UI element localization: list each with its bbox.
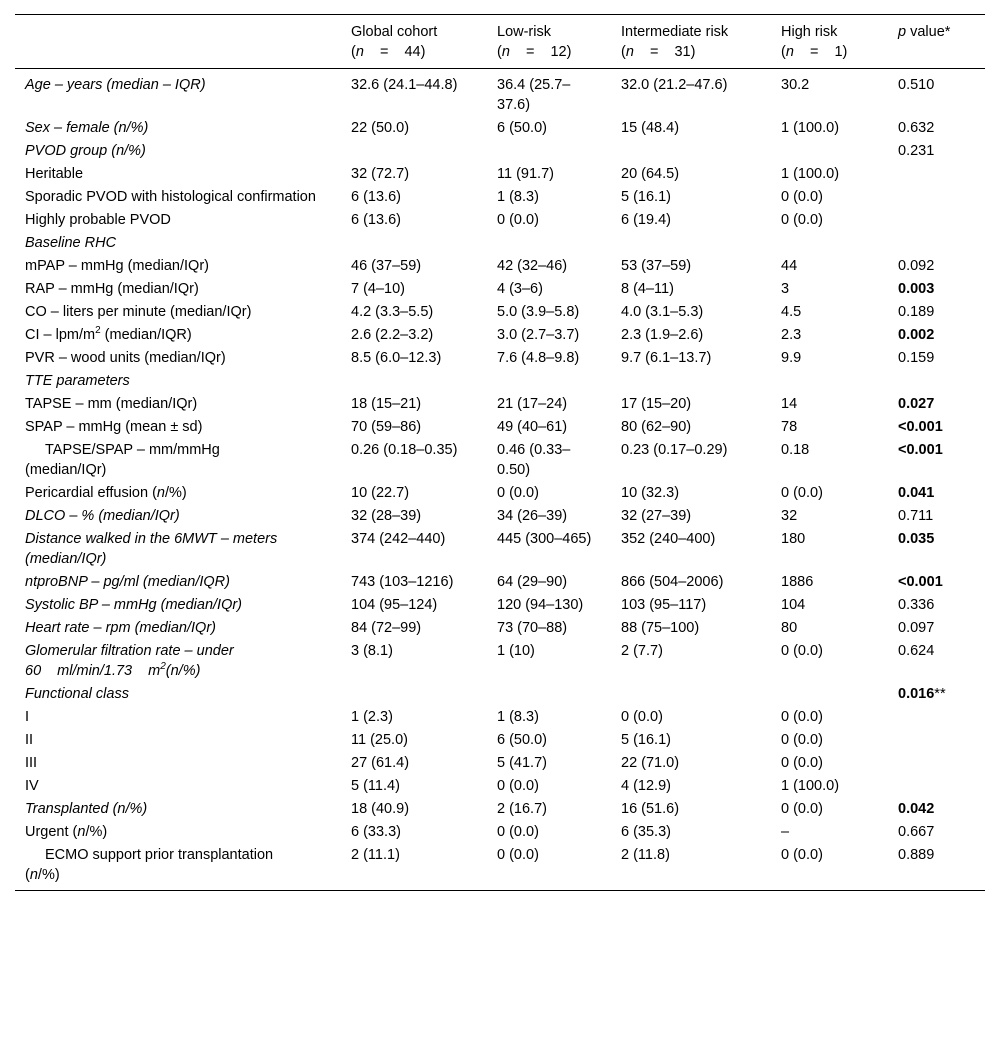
cell: 2.6 (2.2–3.2) [351,327,434,343]
cell: 0.46 (0.33–0.50) [497,442,571,478]
table-row [15,186,985,209]
row-label: TTE parameters [25,373,130,389]
table-row [15,209,985,232]
table-row [15,163,985,186]
cell: 2.3 [781,327,802,343]
row-label: Sporadic PVOD with histological confirmation [25,189,316,205]
row-label: IV [25,778,39,794]
cell: 180 [781,531,806,547]
row-label: PVOD group (n/%) [25,143,146,159]
cell: 4.0 (3.1–5.3) [621,304,704,320]
cell: 44 [781,258,798,274]
cell: 20 (64.5) [621,166,680,182]
p-value: 0.889 [898,847,935,863]
cell: 32.6 (24.1–44.8) [351,77,458,93]
cell: 80 (62–90) [621,419,692,435]
header-intermediate-risk: Intermediate risk (n = 31) [621,24,729,60]
table-row [15,69,985,118]
row-label: Highly probable PVOD [25,212,171,228]
cell: 49 (40–61) [497,419,568,435]
table-row [15,255,985,278]
cell: 17 (15–20) [621,396,692,412]
cell: 14 [781,396,798,412]
cell: 3.0 (2.7–3.7) [497,327,580,343]
table-row [15,505,985,528]
p-value: <0.001 [898,574,943,590]
cell: 9.7 (6.1–13.7) [621,350,712,366]
cell: 1 (8.3) [497,189,539,205]
pvod-characteristics-table [15,14,985,891]
cell: – [781,824,790,840]
cell: 0 (0.0) [781,643,823,659]
p-value: 0.097 [898,620,935,636]
p-value: <0.001 [898,442,943,458]
cell: 2 (11.8) [621,847,670,863]
cell: 5 (41.7) [497,755,547,771]
header-empty [15,15,341,69]
cell: 1 (8.3) [497,709,539,725]
table-row [15,594,985,617]
cell: 5 (11.4) [351,778,400,794]
cell: 0 (0.0) [497,847,539,863]
cell: 0 (0.0) [781,847,823,863]
p-value: 0.711 [898,508,934,524]
cell: 0 (0.0) [497,212,539,228]
cell: 0 (0.0) [781,485,823,501]
cell: 10 (32.3) [621,485,680,501]
cell: 73 (70–88) [497,620,568,636]
row-label: TAPSE – mm (median/IQr) [25,396,198,412]
p-value: 0.667 [898,824,935,840]
cell: 32 [781,508,798,524]
row-label: SPAP – mmHg (mean ± sd) [25,419,203,435]
cell: 0 (0.0) [781,732,823,748]
cell: 11 (91.7) [497,166,554,182]
cell: 0.23 (0.17–0.29) [621,442,728,458]
p-value: 0.159 [898,350,935,366]
cell: 6 (50.0) [497,732,547,748]
table-row [15,640,985,683]
cell: 1 (100.0) [781,778,840,794]
cell: 0.18 [781,442,810,458]
cell: 0.26 (0.18–0.35) [351,442,458,458]
cell: 7 (4–10) [351,281,406,297]
cell: 866 (504–2006) [621,574,724,590]
row-label: I [25,709,30,725]
p-value: 0.035 [898,531,935,547]
cell: 4 (3–6) [497,281,543,297]
header-row [15,15,985,69]
table-row [15,370,985,393]
cell: 88 (75–100) [621,620,700,636]
row-label: Sex – female (n/%) [25,120,149,136]
table-row [15,439,985,482]
table-row [15,347,985,370]
cell: 104 (95–124) [351,597,438,613]
cell: 1886 [781,574,814,590]
row-label: Age – years (median – IQR) [25,77,206,93]
table-row [15,232,985,255]
table-row [15,482,985,505]
cell: 9.9 [781,350,802,366]
row-label: Functional class [25,686,129,702]
cell: 78 [781,419,798,435]
cell: 5 (16.1) [621,189,671,205]
p-value: 0.092 [898,258,935,274]
cell: 6 (13.6) [351,189,401,205]
table-row [15,278,985,301]
cell: 80 [781,620,798,636]
header-high-risk: High risk (n = 1) [781,24,848,60]
cell: 6 (50.0) [497,120,547,136]
cell: 8 (4–11) [621,281,674,297]
header-p-value: p value* [898,24,951,40]
cell: 27 (61.4) [351,755,410,771]
table-row [15,775,985,798]
cell: 5.0 (3.9–5.8) [497,304,580,320]
row-label: TAPSE/SPAP – mm/mmHg (median/IQr) [25,442,220,478]
cell: 46 (37–59) [351,258,422,274]
row-label: III [25,755,38,771]
row-label: CI – lpm/$m^2$ (median/IQR) [25,325,192,343]
row-label: ECMO support prior transplantation (n/%) [25,847,274,883]
cell: 3 [781,281,790,297]
cell: 10 (22.7) [351,485,410,501]
table-row [15,752,985,775]
cell: 0 (0.0) [497,485,539,501]
cell: 8.5 (6.0–12.3) [351,350,442,366]
cell: 0 (0.0) [781,709,823,725]
table-row [15,844,985,891]
cell: 84 (72–99) [351,620,422,636]
table-row [15,683,985,706]
cell: 15 (48.4) [621,120,680,136]
cell: 32 (72.7) [351,166,410,182]
cell: 2.3 (1.9–2.6) [621,327,704,343]
table-row [15,140,985,163]
cell: 103 (95–117) [621,597,707,613]
table-row [15,528,985,571]
cell: 2 (11.1) [351,847,400,863]
row-label: II [25,732,34,748]
cell: 21 (17–24) [497,396,568,412]
p-value: 0.632 [898,120,935,136]
row-label: Heritable [25,166,84,182]
cell: 104 [781,597,806,613]
p-value: 0.027 [898,396,935,412]
p-value: 0.510 [898,77,935,93]
cell: 1 (2.3) [351,709,393,725]
cell: 0 (0.0) [497,824,539,840]
cell: 53 (37–59) [621,258,692,274]
p-value: 0.042 [898,801,935,817]
cell: 2 (16.7) [497,801,547,817]
row-label: mPAP – mmHg (median/IQr) [25,258,209,274]
cell: 18 (15–21) [351,396,422,412]
cell: 743 (103–1216) [351,574,454,590]
header-low-risk: Low-risk (n = 12) [497,24,572,60]
table-row [15,706,985,729]
p-value: 0.231 [898,143,935,159]
cell: 32 (28–39) [351,508,422,524]
cell: 64 (29–90) [497,574,568,590]
cell: 1 (10) [497,643,535,659]
table-row [15,393,985,416]
p-value: 0.189 [898,304,935,320]
cell: 0 (0.0) [781,801,823,817]
row-label: Glomerular filtration rate – under 60 ml/min/1.73 $m^2(n/\%)$ [25,643,234,679]
cell: 32.0 (21.2–47.6) [621,77,728,93]
cell: 2 (7.7) [621,643,663,659]
row-label: Distance walked in the 6MWT – meters (median/IQr) [25,531,278,567]
cell: 5 (16.1) [621,732,671,748]
row-label: ntproBNP – pg/ml (median/IQR) [25,574,230,590]
table-row [15,729,985,752]
cell: 6 (13.6) [351,212,401,228]
p-value: 0.336 [898,597,935,613]
cell: 352 (240–400) [621,531,716,547]
cell: 7.6 (4.8–9.8) [497,350,580,366]
row-label: PVR – wood units (median/IQr) [25,350,226,366]
cell: 374 (242–440) [351,531,446,547]
header-global-cohort: Global cohort (n = 44) [351,24,438,60]
p-value: 0.624 [898,643,935,659]
table-row [15,117,985,140]
cell: 30.2 [781,77,810,93]
cell: 4.5 [781,304,802,320]
cell: 70 (59–86) [351,419,422,435]
cell: 0 (0.0) [621,709,663,725]
cell: 0 (0.0) [781,189,823,205]
cell: 11 (25.0) [351,732,408,748]
table-row [15,324,985,347]
cell: 3 (8.1) [351,643,393,659]
row-label: CO – liters per minute (median/IQr) [25,304,252,320]
cell: 16 (51.6) [621,801,680,817]
row-label: Pericardial effusion (n/%) [25,485,187,501]
cell: 4.2 (3.3–5.5) [351,304,434,320]
table-row [15,798,985,821]
p-value: <0.001 [898,419,943,435]
cell: 22 (71.0) [621,755,680,771]
cell: 4 (12.9) [621,778,671,794]
table-row [15,617,985,640]
cell: 1 (100.0) [781,120,840,136]
table-row [15,416,985,439]
row-label: Heart rate – rpm (median/IQr) [25,620,216,636]
table-row [15,571,985,594]
row-label: Transplanted (n/%) [25,801,148,817]
cell: 22 (50.0) [351,120,410,136]
cell: 32 (27–39) [621,508,692,524]
row-label: Urgent (n/%) [25,824,108,840]
p-value: 0.041 [898,485,935,501]
cell: 445 (300–465) [497,531,592,547]
cell: 36.4 (25.7–37.6) [497,77,571,113]
cell: 0 (0.0) [781,755,823,771]
table-row [15,821,985,844]
cell: 0 (0.0) [497,778,539,794]
row-label: Baseline RHC [25,235,117,251]
cell: 34 (26–39) [497,508,568,524]
cell: 6 (35.3) [621,824,671,840]
cell: 0 (0.0) [781,212,823,228]
row-label: RAP – mmHg (median/IQr) [25,281,199,297]
cell: 6 (19.4) [621,212,671,228]
cell: 1 (100.0) [781,166,840,182]
p-value: 0.003 [898,281,935,297]
cell: 42 (32–46) [497,258,568,274]
table-row [15,301,985,324]
cell: 6 (33.3) [351,824,401,840]
p-value: 0.002 [898,327,935,343]
p-value: 0.016** [898,686,946,702]
row-label: DLCO – % (median/IQr) [25,508,180,524]
cell: 18 (40.9) [351,801,410,817]
row-label: Systolic BP – mmHg (median/IQr) [25,597,243,613]
cell: 120 (94–130) [497,597,584,613]
